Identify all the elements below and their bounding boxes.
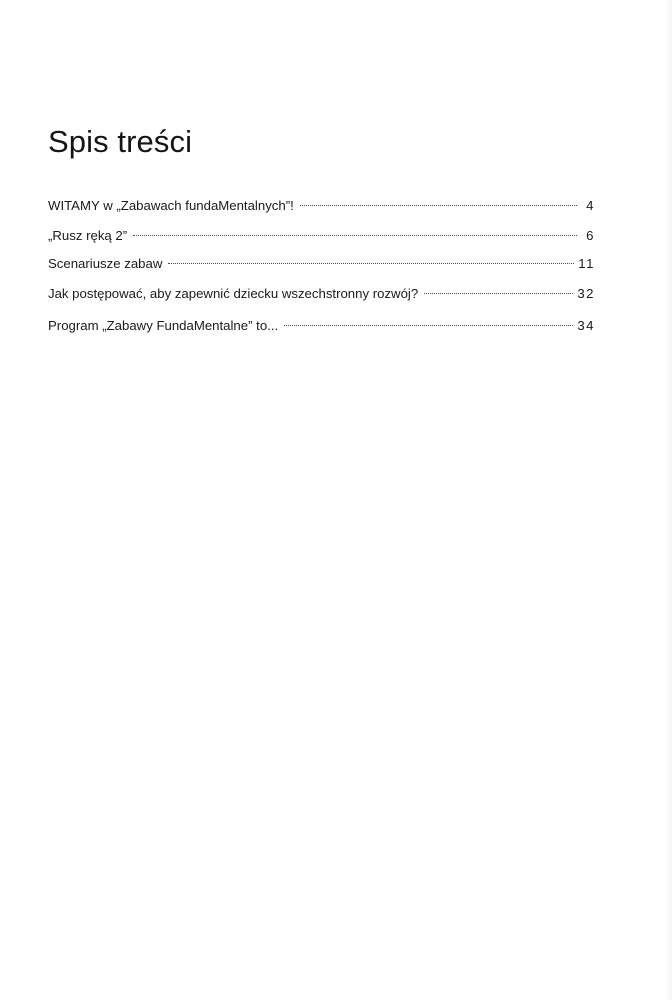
toc-entry[interactable] [48,284,594,304]
toc-entry-title: Jak postępować, aby zapewnić dziecku wszechstronny rozwój? [48,286,419,301]
dot-leader [284,325,573,326]
dot-leader [168,263,574,264]
toc-page-number: 4 [586,198,595,213]
page-title: Spis treści [48,124,193,159]
page-edge-shadow [665,0,672,1000]
toc-entry[interactable] [48,196,594,216]
toc-entry[interactable] [48,316,594,336]
toc-page-number: 32 [577,286,595,301]
dot-leader [300,205,577,206]
dot-leader [133,235,577,236]
toc-page-number: 11 [578,256,595,271]
toc-page-number: 34 [577,318,595,333]
toc-entry[interactable] [48,226,594,246]
toc-entry-title: Scenariusze zabaw [48,256,163,271]
toc-entry-title: Program „Zabawy FundaMentalne” to... [48,318,279,333]
toc-entry-title: WITAMY w „Zabawach fundaMentalnych”! [48,198,294,213]
toc-entry[interactable] [48,254,594,274]
dot-leader [424,293,573,294]
toc-page-number: 6 [586,228,595,243]
toc-entry-title: „Rusz ręką 2” [48,228,128,243]
